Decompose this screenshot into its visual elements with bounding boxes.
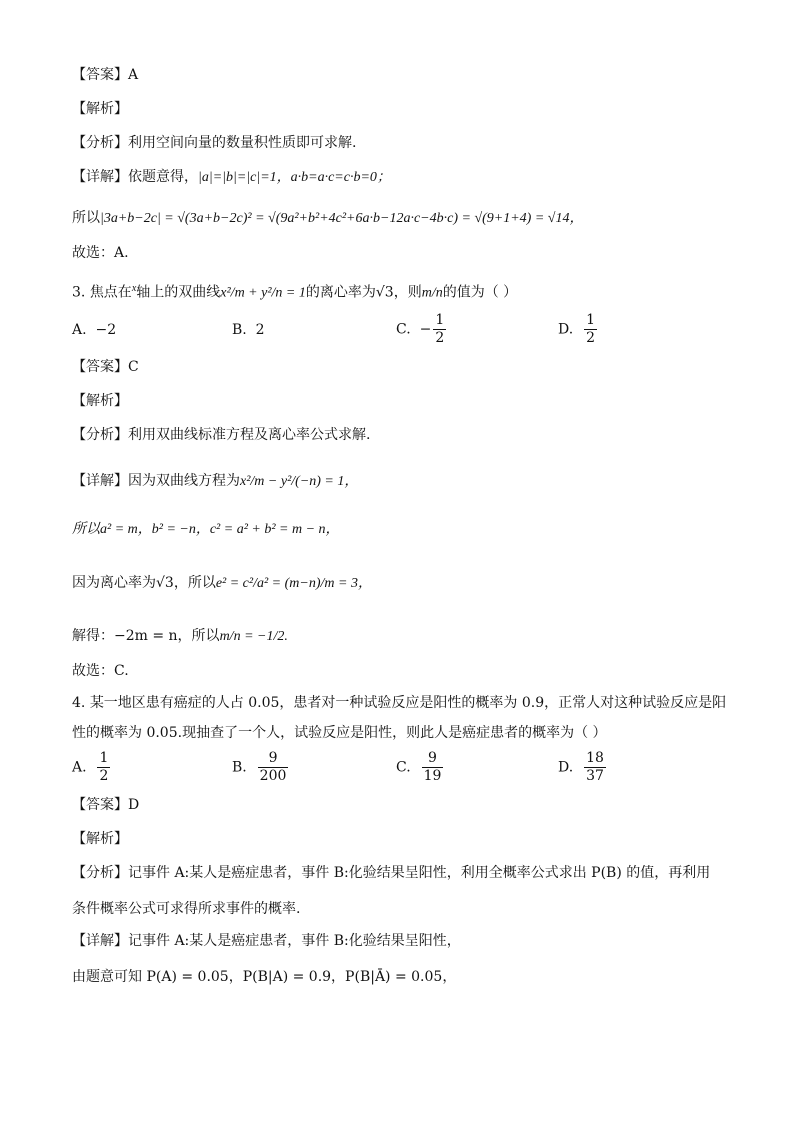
- q3-option-c[interactable]: C. − $\frac{1}{2}$: [396, 312, 445, 346]
- q4-option-a[interactable]: A. $\frac{1}{2}$: [72, 750, 109, 784]
- stem-fraction: m/n: [421, 285, 443, 301]
- guxuan-line: 故选：C.: [72, 663, 129, 679]
- fraction: $\frac{9}{200}$: [259, 750, 287, 784]
- stem-equation: x²/m + y²/n = 1: [220, 285, 306, 301]
- fenxi-line: 【分析】利用双曲线标准方程及离心率公式求解.: [72, 427, 371, 443]
- q4-option-d[interactable]: D. $\frac{18}{37}$: [558, 750, 604, 784]
- q3-option-a[interactable]: A. −2: [72, 322, 117, 338]
- question-3-stem: 3. 焦点在$^x$轴上的双曲线x²/m + y²/n = 1的离心率为√3，则m/n的值为（ ）: [72, 283, 518, 301]
- fraction: $\frac{1}{2}$: [586, 312, 596, 346]
- fraction: $\frac{18}{37}$: [586, 750, 604, 784]
- derivation-line: 所以a² = m，b² = −n，c² = a² + b² = m − n，: [72, 522, 340, 537]
- derivation-line: 因为离心率为√3，所以e² = c²/a² = (m−n)/m = 3，: [72, 575, 372, 591]
- fenxi-line: 【分析】记事件 A:某人是癌症患者，事件 B:化验结果呈阳性，利用全概率公式求出 P(B) 的值，再利用: [72, 865, 711, 881]
- xiangjie-line: 【详解】记事件 A:某人是癌症患者，事件 B:化验结果呈阳性，: [72, 933, 461, 949]
- suoyi-math: |3a+b−2c| = √(3a+b−2c)² = √(9a²+b²+4c²+6a·b−12a·c−4b·c) = √(9+1+4) = √14，: [100, 211, 584, 226]
- question-4-stem: 4. 某一地区患有癌症的人占 0.05，患者对一种试验反应是阳性的概率为 0.9，正常人对这种试验反应是阳: [72, 695, 727, 711]
- answer-line: 【答案】A: [72, 67, 139, 83]
- answer-line: 【答案】D: [72, 797, 140, 813]
- xiangjie-line: 【详解】依题意得，|a|=|b|=|c|=1，a·b=a·c=c·b=0；: [72, 169, 391, 185]
- derivation-line: 解得：−2m = n，所以m/n = −1/2.: [72, 628, 288, 644]
- derivation-line: 由题意可知 P(A) = 0.05，P(B|A) = 0.9，P(B|Ā) = 0.05，: [72, 969, 457, 985]
- analysis-heading: 【解析】: [72, 831, 128, 847]
- q4-option-c[interactable]: C. $\frac{9}{19}$: [396, 750, 442, 784]
- fraction: $\frac{1}{2}$: [435, 312, 445, 346]
- q4-option-b[interactable]: B. $\frac{9}{200}$: [232, 750, 287, 784]
- fraction: $\frac{9}{19}$: [423, 750, 442, 784]
- xiangjie-math: |a|=|b|=|c|=1，a·b=a·c=c·b=0；: [198, 170, 391, 185]
- question-4-stem-cont: 性的概率为 0.05.现抽查了一个人，试验反应是阳性，则此人是癌症患者的概率为（ ）: [72, 725, 607, 741]
- fenxi-line-cont: 条件概率公式可求得所求事件的概率.: [72, 901, 301, 917]
- q3-option-d[interactable]: D. $\frac{1}{2}$: [558, 312, 596, 346]
- suoyi-line: 所以|3a+b−2c| = √(3a+b−2c)² = √(9a²+b²+4c²+6a·b−12a·c−4b·c) = √(9+1+4) = √14，: [72, 210, 584, 226]
- fenxi-line: 【分析】利用空间向量的数量积性质即可求解.: [72, 135, 357, 151]
- fraction: $\frac{1}{2}$: [99, 750, 109, 784]
- guxuan-line: 故选：A.: [72, 245, 129, 261]
- answer-line: 【答案】C: [72, 359, 139, 375]
- q3-option-b[interactable]: B. 2: [232, 322, 265, 338]
- xiangjie-line: 【详解】因为双曲线方程为x²/m − y²/(−n) = 1，: [72, 473, 359, 489]
- analysis-heading: 【解析】: [72, 101, 128, 117]
- analysis-heading: 【解析】: [72, 393, 128, 409]
